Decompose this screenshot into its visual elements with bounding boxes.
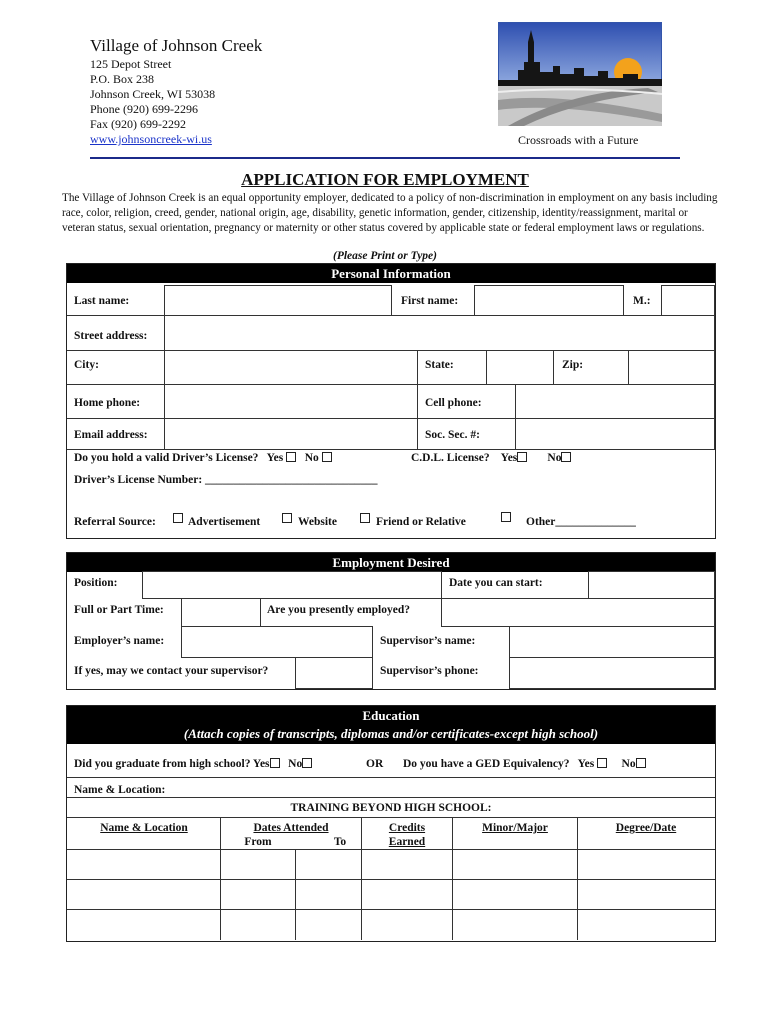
col-name-location: Name & Location <box>100 822 188 834</box>
advertisement-checkbox[interactable] <box>173 513 183 523</box>
position-label: Position: <box>74 577 118 589</box>
row-divider <box>67 817 715 818</box>
last-name-label: Last name: <box>74 295 130 307</box>
cell-phone-field[interactable] <box>515 384 715 419</box>
row-divider <box>67 797 715 798</box>
address-line: 125 Depot Street <box>90 57 172 71</box>
address-block <box>90 57 215 147</box>
drivers-yes-checkbox[interactable] <box>286 452 296 462</box>
intro-paragraph: The Village of Johnson Creek is an equal opportunity employer, dedicated to a policy of non-discrimination in employment on any basis including race, color, religion, creed, gender, national origin, age, disability, genetic information, gender, citizenship, identity/reassignment, marital or veteran status, sexual orientation, pregnancy or maternity or other status covered by applicable state or federal employment laws or regulations. <box>62 192 718 234</box>
website-checkbox[interactable] <box>282 513 292 523</box>
employment-heading: Employment Desired <box>67 553 715 572</box>
position-field[interactable] <box>142 571 442 599</box>
drivers-license-row <box>74 451 332 465</box>
yes-label: Yes <box>500 452 518 464</box>
middle-initial-field[interactable] <box>661 285 715 316</box>
friend-label: Friend or Relative <box>376 516 466 528</box>
high-school-row <box>74 757 312 771</box>
cdl-yes-checkbox[interactable] <box>517 452 527 462</box>
row-divider <box>67 777 715 778</box>
middle-initial-label: M.: <box>633 295 651 307</box>
address-line: Johnson Creek, WI 53038 <box>90 87 216 101</box>
header-divider <box>90 157 680 159</box>
street-label: Street address: <box>74 330 148 342</box>
no-label: No <box>547 452 562 464</box>
village-name: Village of Johnson Creek <box>90 36 263 55</box>
col-from: From <box>244 836 272 848</box>
other-label[interactable]: Other______________ <box>526 516 636 528</box>
print-note: (Please Print or Type) <box>332 250 437 262</box>
friend-checkbox[interactable] <box>360 513 370 523</box>
last-name-field[interactable] <box>164 285 392 316</box>
col-earned: Earned <box>388 836 426 848</box>
supervisor-label: Supervisor’s name: <box>380 635 476 647</box>
ged-question: Do you have a GED Equivalency? <box>403 758 570 770</box>
col-credits: Credits <box>388 822 426 834</box>
address-line: Fax (920) 699-2292 <box>90 117 186 131</box>
supervisor-phone-label: Supervisor’s phone: <box>380 665 479 677</box>
ged-no-checkbox[interactable] <box>636 758 646 768</box>
email-field[interactable] <box>164 418 418 450</box>
col-dates-attended: Dates Attended <box>253 822 329 834</box>
email-label: Email address: <box>74 429 148 441</box>
ssn-field[interactable] <box>515 418 715 450</box>
contact-supervisor-label: If yes, may we contact your supervisor? <box>74 665 269 677</box>
supervisor-field[interactable] <box>509 626 715 658</box>
yes-label: Yes <box>577 758 595 770</box>
graduate-yes-checkbox[interactable] <box>270 758 280 768</box>
address-line: P.O. Box 238 <box>90 72 155 86</box>
zip-field[interactable] <box>628 350 715 385</box>
no-label: No <box>304 452 319 464</box>
drivers-no-checkbox[interactable] <box>322 452 332 462</box>
training-table-body[interactable] <box>68 850 714 939</box>
city-label: City: <box>74 359 99 371</box>
graduate-question: Did you graduate from high school? <box>74 758 251 770</box>
supervisor-phone-field[interactable] <box>509 657 715 689</box>
employer-field[interactable] <box>181 626 373 658</box>
first-name-field[interactable] <box>474 285 624 316</box>
cell-phone-label: Cell phone: <box>425 397 482 409</box>
employer-label: Employer’s name: <box>74 635 165 647</box>
page-title: APPLICATION FOR EMPLOYMENT <box>241 170 529 189</box>
home-phone-field[interactable] <box>164 384 418 419</box>
zip-label: Zip: <box>562 359 584 371</box>
home-phone-label: Home phone: <box>74 397 141 409</box>
col-to: To <box>333 836 347 848</box>
state-field[interactable] <box>486 350 554 385</box>
tagline: Crossroads with a Future <box>518 133 639 147</box>
village-logo <box>498 22 662 126</box>
no-label: No <box>621 758 636 770</box>
drivers-license-number[interactable]: Driver’s License Number: ______________________________ <box>74 474 378 486</box>
website-link[interactable]: www.johnsoncreek-wi.us <box>90 132 212 146</box>
contact-supervisor-field[interactable] <box>295 657 373 689</box>
yes-label: Yes <box>252 758 270 770</box>
cdl-row <box>411 451 571 465</box>
graduate-no-checkbox[interactable] <box>302 758 312 768</box>
no-label: No <box>288 758 303 770</box>
presently-employed-label: Are you presently employed? <box>267 604 410 616</box>
or-label: OR <box>366 758 384 770</box>
referral-label: Referral Source: <box>74 516 156 528</box>
first-name-label: First name: <box>401 295 459 307</box>
start-date-field[interactable] <box>588 571 715 599</box>
street-field[interactable] <box>164 315 715 351</box>
presently-employed-field[interactable] <box>441 598 715 627</box>
ssn-label: Soc. Sec. #: <box>425 429 480 441</box>
education-heading: Education <box>362 708 420 723</box>
col-minor-major: Minor/Major <box>482 822 548 834</box>
drivers-license-question: Do you hold a valid Driver’s License? <box>74 452 259 464</box>
other-checkbox[interactable] <box>501 512 511 522</box>
ged-yes-checkbox[interactable] <box>597 758 607 768</box>
cdl-question: C.D.L. License? <box>411 452 490 464</box>
yes-label: Yes <box>266 452 284 464</box>
start-date-label: Date you can start: <box>449 577 543 589</box>
name-location-label[interactable]: Name & Location: <box>74 784 166 796</box>
advertisement-label: Advertisement <box>188 516 261 528</box>
ged-row <box>403 757 646 771</box>
personal-info-heading: Personal Information <box>67 264 715 283</box>
full-part-field[interactable] <box>181 598 261 627</box>
full-part-label: Full or Part Time: <box>74 604 164 616</box>
address-line: Phone (920) 699-2296 <box>90 102 198 116</box>
education-subheading: (Attach copies of transcripts, diplomas and/or certificates-except high school) <box>183 726 599 741</box>
cdl-no-checkbox[interactable] <box>561 452 571 462</box>
state-label: State: <box>425 359 454 371</box>
city-field[interactable] <box>164 350 418 385</box>
website-label: Website <box>298 516 337 528</box>
col-degree-date: Degree/Date <box>615 822 677 834</box>
training-heading: TRAINING BEYOND HIGH SCHOOL: <box>290 802 492 814</box>
